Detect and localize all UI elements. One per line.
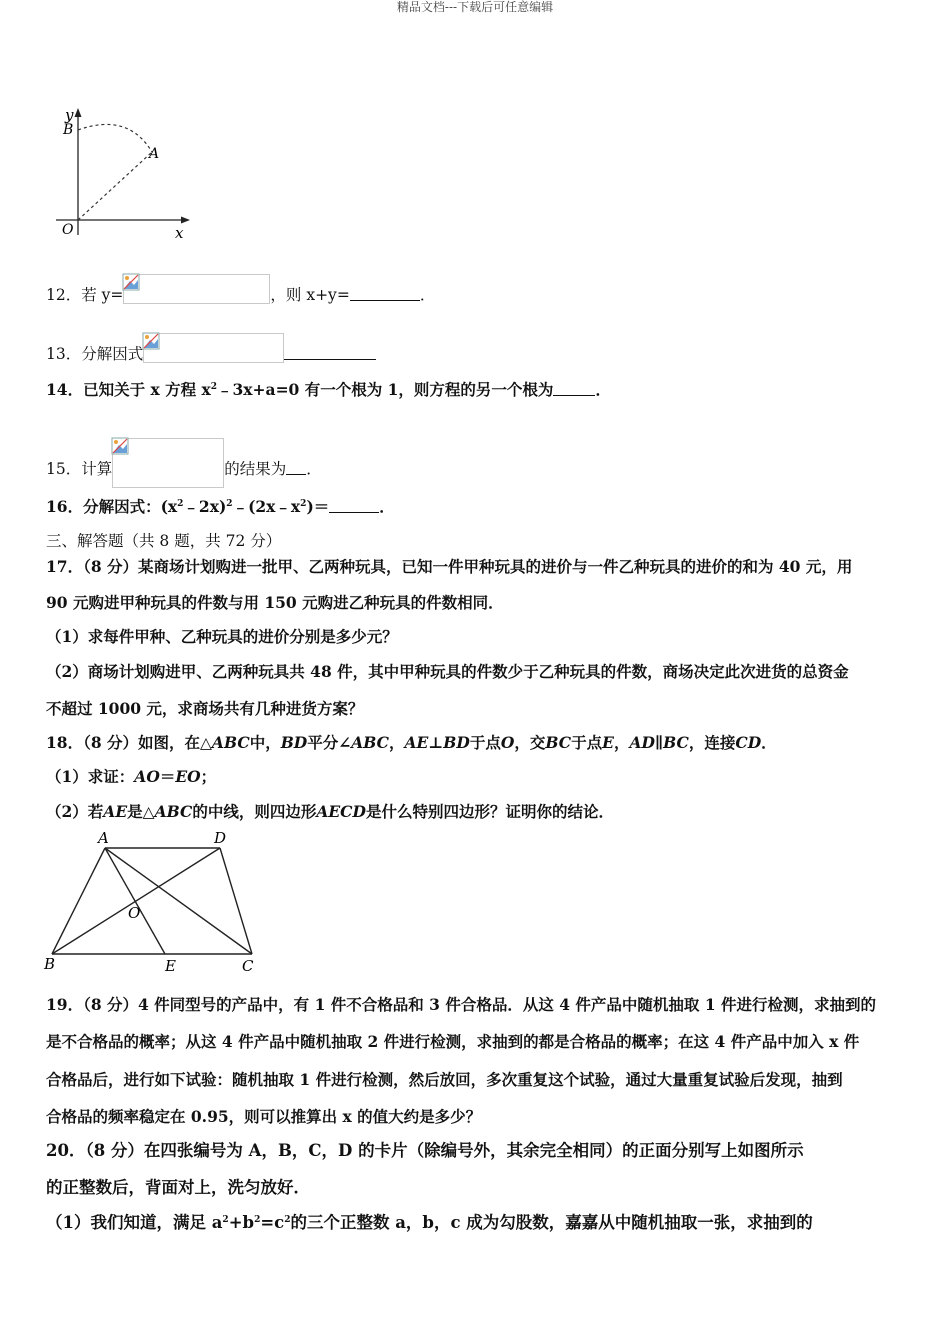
answer-blank bbox=[286, 460, 306, 475]
segment-dc bbox=[220, 848, 252, 954]
q18-s2b: 是△ bbox=[127, 802, 155, 821]
question-18 bbox=[46, 733, 777, 753]
q18-abc3: ABC bbox=[154, 802, 193, 821]
question-18-part-1 bbox=[46, 767, 216, 787]
q14-text-2: ﹣3x+a=0 有一个根为 1，则方程的另一个根为 bbox=[217, 380, 554, 399]
label-c: C bbox=[242, 957, 254, 975]
q18-t3: 平分∠ bbox=[307, 733, 352, 752]
question-19-line-3: 合格品后，进行如下试验：随机抽取 1 件进行检测，然后放回，多次重复这个试验，通过大量重复试验后发现，抽到 bbox=[46, 1070, 843, 1089]
q14-text: 14．已知关于 x 方程 x bbox=[46, 380, 211, 399]
section-heading: 三、解答题（共 8 题，共 72 分） bbox=[46, 532, 282, 550]
q18-t9: ， bbox=[613, 733, 630, 752]
q18-cd: CD bbox=[735, 733, 762, 752]
x-axis-arrow bbox=[181, 217, 190, 224]
q18-t4: ， bbox=[389, 733, 405, 752]
label-a: A bbox=[149, 146, 160, 162]
q18-abc: ABC bbox=[211, 733, 250, 752]
segment-ac bbox=[105, 848, 252, 954]
q18-abc2: ABC bbox=[351, 733, 390, 752]
q20-t4: 的三个正整数 a，b，c 成为勾股数，嘉嘉从中随机抽取一张，求抽到的 bbox=[290, 1213, 813, 1232]
q16-text-b: ﹣2x) bbox=[183, 497, 227, 516]
q18-s2d: 是什么特别四边形？证明你的结论． bbox=[365, 802, 614, 821]
label-y: y bbox=[65, 106, 74, 124]
q18-t12: ． bbox=[761, 733, 777, 752]
q18-s1: （1）求证： bbox=[46, 767, 135, 786]
q18-bd: BD bbox=[280, 733, 308, 752]
q18-eo: EO bbox=[175, 767, 201, 786]
q16-text-c: ﹣(2x﹣x bbox=[232, 497, 301, 516]
q18-t11: ，连接 bbox=[688, 733, 736, 752]
answer-blank bbox=[284, 345, 376, 360]
question-16 bbox=[46, 497, 395, 517]
question-18-part-2 bbox=[46, 802, 614, 822]
question-19-line-4: 合格品的频率稳定在 0.95，则可以推算出 x 的值大约是多少？ bbox=[46, 1107, 482, 1126]
q14-end: ． bbox=[595, 380, 611, 399]
label-a: A bbox=[98, 829, 109, 847]
q20-sup-1: 2 bbox=[222, 1215, 229, 1225]
q18-t5: ⊥ bbox=[428, 733, 444, 752]
q18-ao: AO bbox=[134, 767, 160, 786]
q18-bc: BC bbox=[545, 733, 572, 752]
question-17-line-5: 不超过 1000 元，求商场共有几种进货方案？ bbox=[46, 699, 364, 718]
q18-t2: 中， bbox=[249, 733, 281, 752]
q14-sup: 2 bbox=[210, 382, 218, 392]
q18-bc2: BC bbox=[663, 733, 689, 752]
q13-text: 13．分解因式 bbox=[46, 345, 144, 363]
q18-s2c: 的中线，则四边形 bbox=[192, 802, 317, 821]
q15-end: ． bbox=[306, 460, 322, 478]
broken-image-icon bbox=[122, 273, 140, 291]
q20-t1: （1）我们知道，满足 a bbox=[46, 1213, 223, 1232]
q18-s2a: （2）若 bbox=[46, 802, 104, 821]
question-17-part-1: （1）求每件甲种、乙种玩具的进价分别是多少元？ bbox=[46, 627, 398, 646]
label-b: B bbox=[63, 122, 74, 138]
q16-text-d: )＝ bbox=[306, 497, 330, 516]
q18-t8: 于点 bbox=[571, 733, 603, 752]
page-header: 精品文档---下载后可任意编辑 bbox=[396, 0, 554, 14]
q18-bd2: BD bbox=[443, 733, 470, 752]
formula-image-placeholder bbox=[123, 274, 270, 304]
label-x: x bbox=[175, 224, 184, 242]
q18-ad: AD bbox=[629, 733, 655, 752]
question-19-line-1: 19．（8 分）4 件同型号的产品中，有 1 件不合格品和 3 件合格品．从这 4 件产品中随机抽取 1 件进行检测，求抽到的 bbox=[46, 995, 876, 1014]
answer-blank bbox=[553, 381, 595, 396]
q15-text-2: 的结果为 bbox=[224, 460, 287, 478]
question-20-line-2: 的正整数后，背面对上，洗匀放好． bbox=[46, 1178, 310, 1197]
q16-sup-2: 2 bbox=[226, 499, 233, 509]
question-19-line-2: 是不合格品的概率；从这 4 件产品中随机抽取 2 件进行检测，求抽到的都是合格品的概率；在这 4 件产品中加入 x 件 bbox=[46, 1032, 860, 1051]
q16-text-a: 16．分解因式：(x bbox=[46, 497, 178, 516]
question-20-part-1 bbox=[46, 1213, 813, 1233]
q12-end: ． bbox=[419, 286, 436, 304]
q18-t10: ∥ bbox=[654, 733, 664, 752]
q18-eq: ＝ bbox=[159, 767, 176, 786]
q18-e: E bbox=[602, 733, 614, 752]
coordinate-figure bbox=[48, 100, 198, 245]
question-14 bbox=[46, 380, 611, 400]
q18-t6: 于点 bbox=[469, 733, 501, 752]
q18-s1end: ； bbox=[200, 767, 217, 786]
q18-aecd: AECD bbox=[316, 802, 366, 821]
q18-t7: ，交 bbox=[514, 733, 546, 752]
question-17-part-2: （2）商场计划购进甲、乙两种玩具共 48 件，其中甲种玩具的件数少于乙种玩具的件数，商场决定此次进货的总资金 bbox=[46, 662, 849, 681]
question-20-line-1: 20．（8 分）在四张编号为 A，B，C，D 的卡片（除编号外，其余完全相同）的正面分别写上如图所示 bbox=[46, 1141, 804, 1160]
q16-sup-1: 2 bbox=[177, 499, 184, 509]
label-d: D bbox=[214, 829, 227, 847]
formula-image-placeholder bbox=[143, 333, 284, 363]
question-12 bbox=[46, 274, 435, 305]
q12-text-2: ，则 x+y= bbox=[270, 286, 350, 304]
q16-sup-3: 2 bbox=[300, 499, 307, 509]
label-e: E bbox=[165, 957, 176, 975]
q16-end: ． bbox=[379, 497, 395, 516]
broken-image-icon bbox=[142, 332, 160, 350]
q18-ae: AE bbox=[404, 733, 429, 752]
question-13 bbox=[46, 333, 376, 364]
q15-text: 15．计算 bbox=[46, 460, 113, 478]
trapezoid-figure bbox=[40, 826, 270, 976]
q20-t3: =c bbox=[260, 1213, 285, 1232]
q18-ae2: AE bbox=[103, 802, 128, 821]
label-o: O bbox=[62, 222, 74, 238]
formula-image-placeholder bbox=[112, 438, 224, 488]
question-15 bbox=[46, 438, 322, 488]
question-17-line-1: 17．（8 分）某商场计划购进一批甲、乙两种玩具，已知一件甲种玩具的进价与一件乙种玩具的进价的和为 40 元，用 bbox=[46, 557, 853, 576]
label-b: B bbox=[44, 955, 56, 973]
label-o: O bbox=[128, 904, 141, 922]
segment-o-to-a bbox=[78, 152, 152, 220]
q12-text: 12．若 y= bbox=[46, 286, 124, 304]
q20-sup-3: 2 bbox=[284, 1215, 291, 1225]
broken-image-icon bbox=[111, 437, 129, 455]
q20-t2: +b bbox=[228, 1213, 255, 1232]
question-17-line-2: 90 元购进甲种玩具的件数与用 150 元购进乙种玩具的件数相同． bbox=[46, 593, 504, 612]
segment-bd bbox=[52, 848, 220, 954]
y-axis-arrow bbox=[75, 108, 82, 117]
q18-o: O bbox=[500, 733, 515, 752]
answer-blank bbox=[350, 286, 420, 301]
q18-t1: 18．（8 分）如图，在△ bbox=[46, 733, 212, 752]
answer-blank bbox=[329, 498, 379, 513]
arc-b-to-a bbox=[78, 124, 152, 152]
q20-sup-2: 2 bbox=[254, 1215, 261, 1225]
